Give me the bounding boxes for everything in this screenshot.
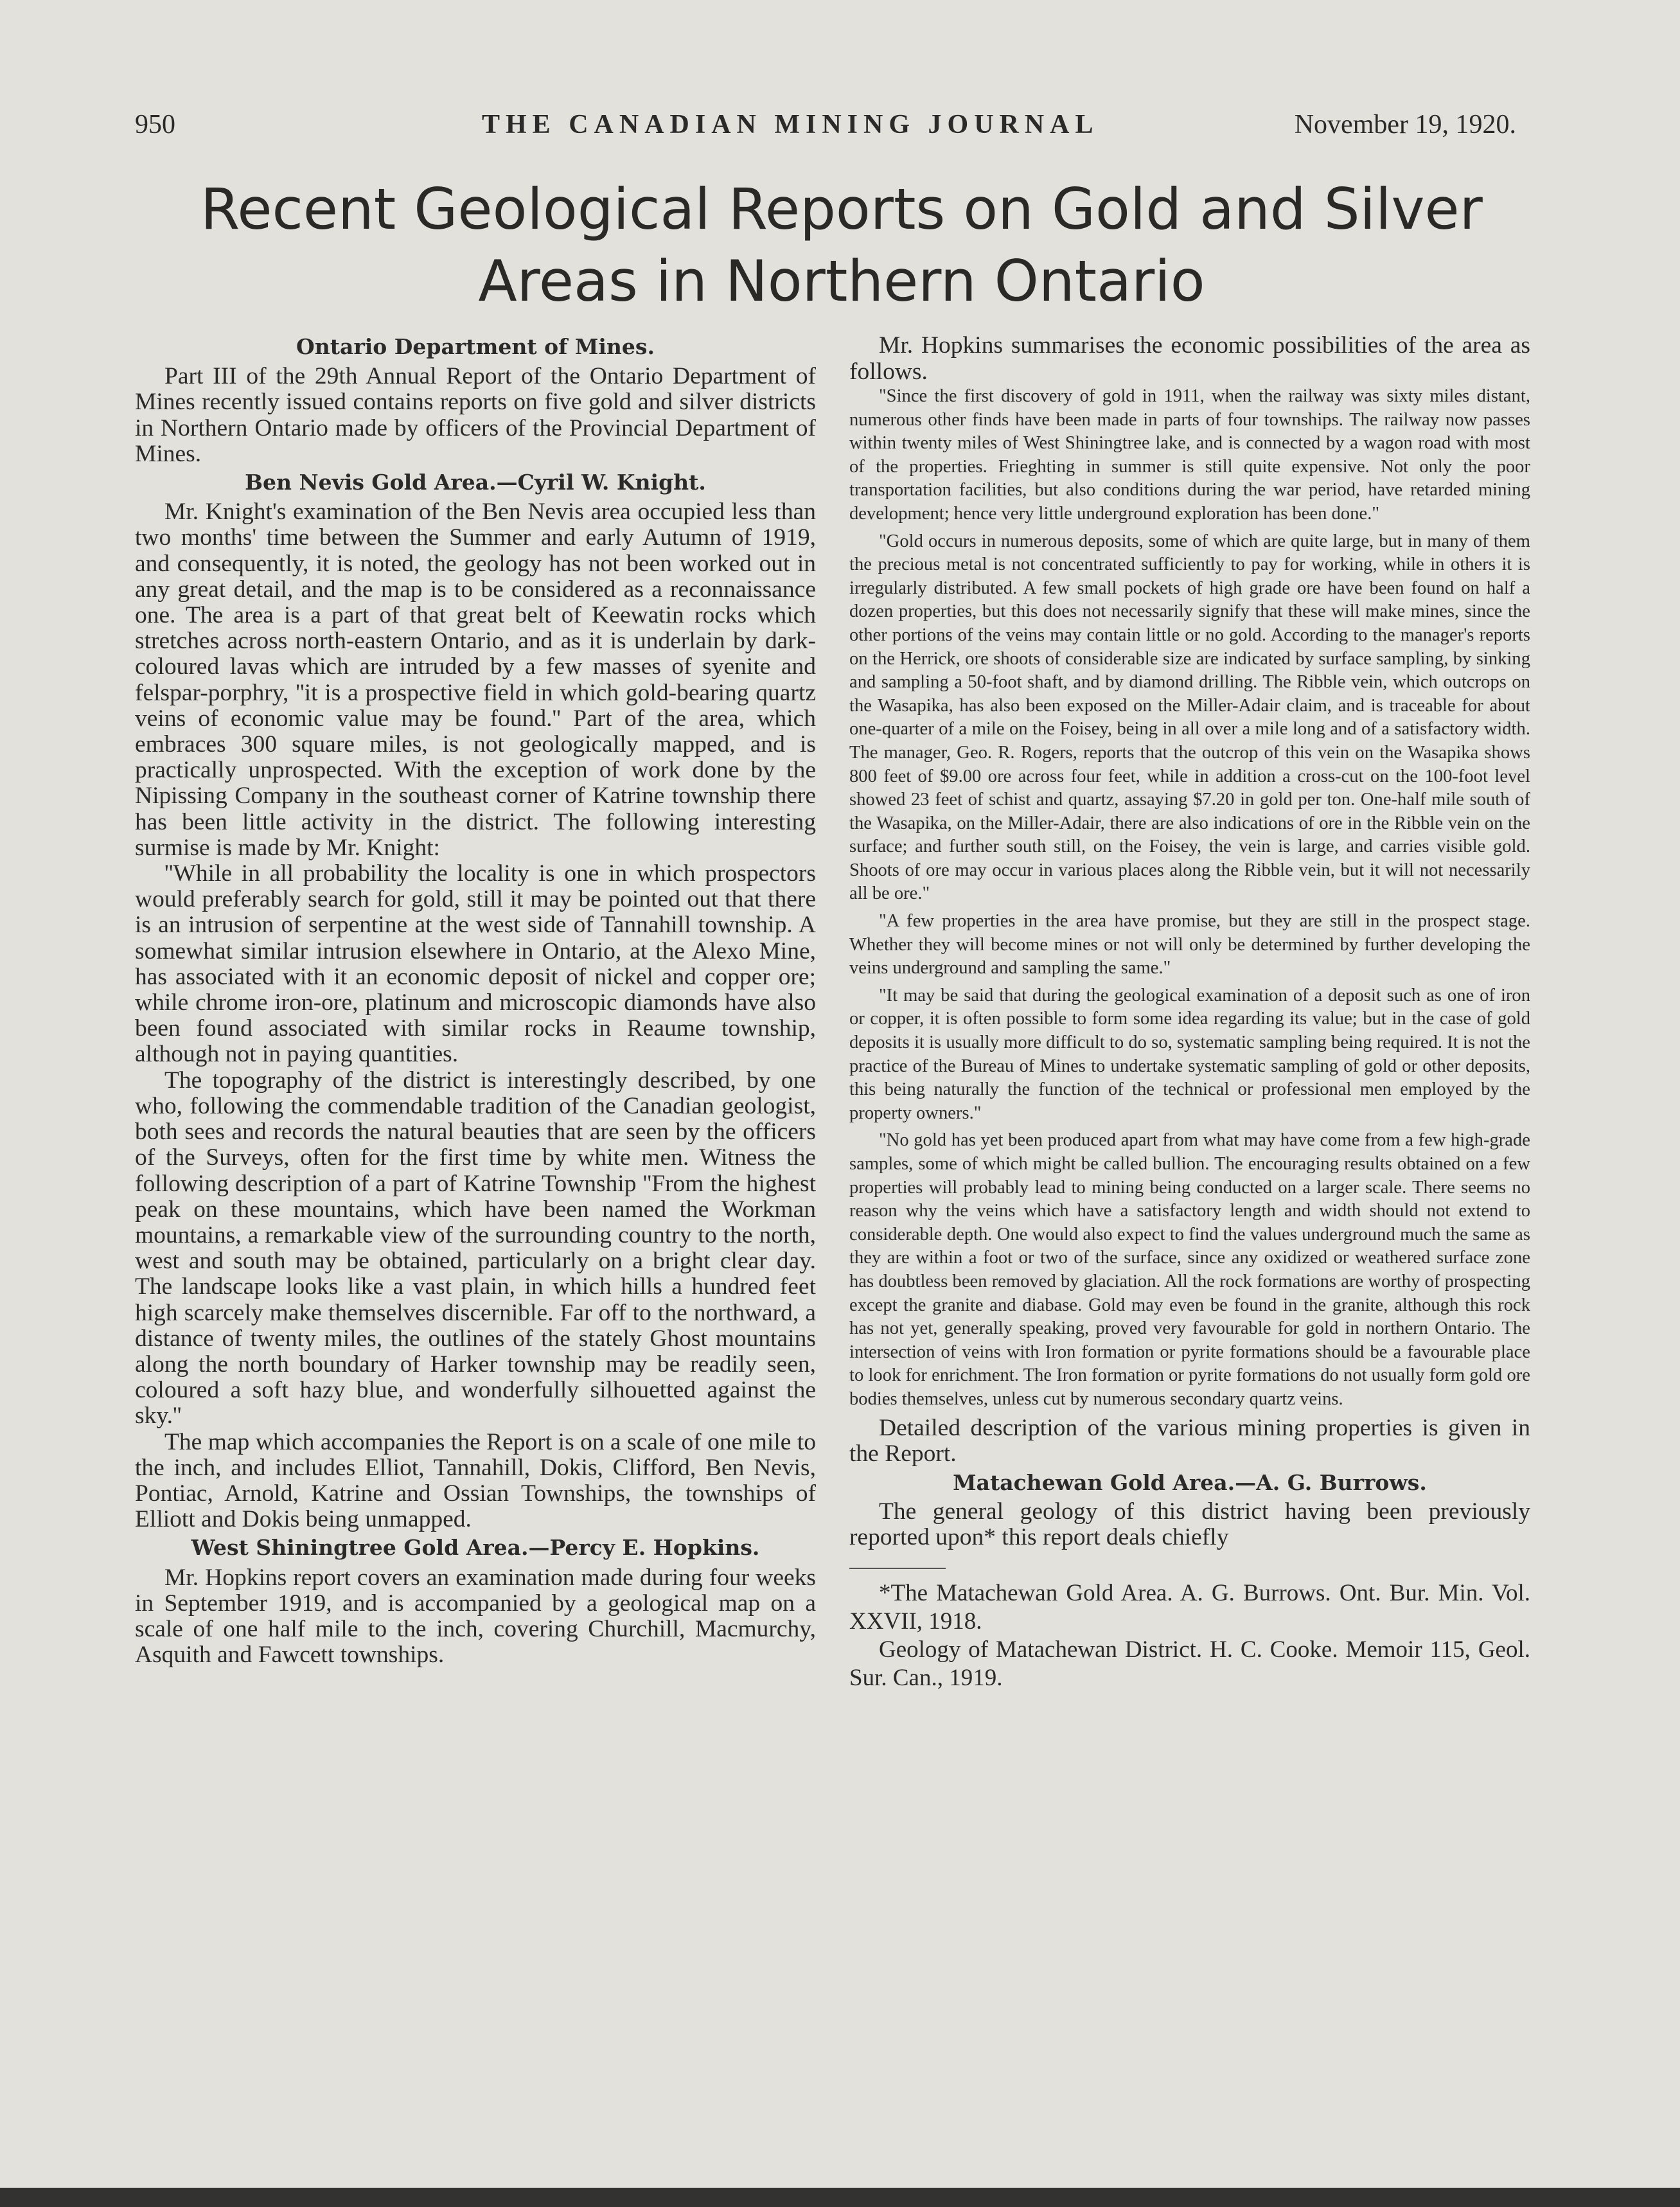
section-heading-department: Ontario Department of Mines. (296, 334, 655, 359)
left-column (135, 334, 816, 1668)
paragraph-matachewan: The general geology of this district having been previously reported upon* this report deals chiefly (849, 1498, 1530, 1551)
paragraph-intro: Part III of the 29th Annual Report of the Ontario Department of Mines recently issued contains reports on five gold and silver districts in Northern Ontario made by officers of the Provincial Department of Mines. (135, 363, 816, 467)
title-line-2: Areas in Northern Ontario (478, 248, 1205, 314)
right-column (849, 333, 1530, 1692)
section-heading-shiningtree: West Shiningtree Gold Area.—Percy E. Hopkins. (191, 1535, 760, 1561)
running-header (135, 109, 1516, 148)
page-number: 950 (135, 110, 175, 139)
quote-paragraph-3: "A few properties in the area have promise, but they are still in the prospect stage. Whether they will become mines or not will only be determined by further developing the veins underground and sampling the same." (849, 911, 1530, 979)
paragraph-summary: Mr. Hopkins summarises the economic possibilities of the area as follows. (849, 332, 1530, 385)
quote-paragraph-2: "Gold occurs in numerous deposits, some of which are quite large, but in many of them the precious metal is not concentrated sufficiently to pay for working, while in others it is irregularly distributed. A few small pockets of high grade ore have been found on half a dozen properties, but this does not necessarily signify that these will make mines, since the other portions of the veins may contain little or no gold. According to the manager's reports on the Herrick, ore shoots of considerable size are indicated by surface sampling, by sinking and sampling a 50-foot shaft, and by diamond drilling. The Ribble vein, which outcrops on the Wasapika, has also been exposed on the Miller-Adair claim, and is traceable for about one-quarter of a mile on the Foisey, being in all over a mile long and of a satisfactory width. The manager, Geo. R. Rogers, reports that the outcrop of this vein on the Wasapika shows 800 feet of $9.00 ore across four feet, while in addition a cross-cut on the 100-foot level showed 23 feet of schist and quartz, assaying $7.20 in gold per ton. One-half mile south of the Wasapika, on the Miller-Adair, there are also indications of ore in the Ribble vein on the surface; and further south still, on the Foisey, the vein is large, and carries visible gold. Shoots of ore may occur in various places along the Ribble vein, but it will not necessarily all be ore." (849, 531, 1530, 904)
footnote-2: Geology of Matachewan District. H. C. Cooke. Memoir 115, Geol. Sur. Can., 1919. (849, 1636, 1530, 1691)
quote-paragraph-1: "Since the first discovery of gold in 1911, when the railway was sixty miles distant, numerous other finds have been made in parts of four townships. The railway now passes within twenty miles of West Shiningtree lake, and is connected by a wagon road with most of the properties. Frieghting in summer is still quite expensive. Not only the poor transportation facilities, but also conditions during the war period, have retarded mining development; hence very little underground exploration has been done." (849, 386, 1530, 524)
paragraph-hopkins: Mr. Hopkins report covers an examination made during four weeks in September 1919, and is accompanied by a geological map on a scale of one half mile to the inch, covering Churchill, Macmurchy, Asquith and Fawcett townships. (135, 1564, 816, 1669)
quote-paragraph-4: "It may be said that during the geological examination of a deposit such as one of iron or copper, it is often possible to form some idea regarding its value; but in the case of gold deposits it is usually more difficult to do so, systematic sampling being required. It is not the practice of the Bureau of Mines to undertake systematic sampling of gold or other deposits, this being naturally the function of the technical or professional men employed by the property owners." (849, 985, 1530, 1123)
paragraph-topography: The topography of the district is interestingly described, by one who, following the commendable tradition of the Canadian geologist, both sees and records the natural beauties that are seen by the officers of the Surveys, often for the first time by white men. Witness the following description of a part of Katrine Township ''From the highest peak on these mountains, which have been named the Workman mountains, a remarkable view of the surrounding country to the north, west and south may be obtained, particularly on a bright clear day. The landscape looks like a vast plain, in which hills a hundred feet high scarcely make themselves discernible. Far off to the northward, a distance of twenty miles, the outlines of the stately Ghost mountains along the north boundary of Harker township may be readily seen, coloured a soft hazy blue, and wonderfully silhouetted against the sky.'' (135, 1067, 816, 1430)
paragraph-detailed: Detailed description of the various mining properties is given in the Report. (849, 1414, 1530, 1467)
paragraph-quote: ''While in all probability the locality is one in which prospectors would preferably search for gold, still it may be pointed out that there is an intrusion of serpentine at the west side of Tannahill township. A somewhat similar intrusion elsewhere in Ontario, at the Alexo Mine, has associated with it an economic deposit of nickel and copper ore; while chrome iron-ore, platinum and microscopic diamonds have also been found associated with similar rocks in Reaume township, although not in paying quantities. (135, 860, 816, 1068)
scan-edge (0, 2188, 1680, 2207)
title-line-1: Recent Geological Reports on Gold and Silver (200, 176, 1483, 242)
section-heading-matachewan: Matachewan Gold Area.—A. G. Burrows. (953, 1469, 1427, 1495)
journal-name: THE CANADIAN MINING JOURNAL (482, 110, 1099, 139)
section-heading-ben-nevis: Ben Nevis Gold Area.—Cyril W. Knight. (245, 470, 706, 495)
footnote-divider (849, 1568, 946, 1569)
quote-paragraph-5: "No gold has yet been produced apart from what may have come from a few high-grade samples, some of which might be called bullion. The encouraging results obtained on a few properties will probably lead to mining being conducted on a larger scale. There seems no reason why the veins which have a satisfactory length and width should not extend to considerable depth. One would also expect to find the values underground much the same as they are within a foot or two of the surface, since any oxidized or weathered surface zone has doubtless been removed by glaciation. All the rock formations are worthy of prospecting except the granite and diabase. Gold may even be found in the granite, although this rock has not yet, generally speaking, proved very favourable for gold in northern Ontario. The intersection of veins with Iron formation or pyrite formations should be a favourable place to look for enrichment. The Iron formation or pyrite formations do not usually form gold ore bodies themselves, unless cut by numerous secondary quartz veins. (849, 1130, 1530, 1409)
footnote-1: *The Matachewan Gold Area. A. G. Burrows. Ont. Bur. Min. Vol. XXVII, 1918. (849, 1579, 1530, 1635)
article-title (103, 173, 1580, 317)
paragraph-map: The map which accompanies the Report is on a scale of one mile to the inch, and includes Elliot, Tannahill, Dokis, Clifford, Ben Nevis, Pontiac, Arnold, Katrine and Ossian Townships, the townships of Elliott and Dokis being unmapped. (135, 1428, 816, 1533)
paragraph-knight: Mr. Knight's examination of the Ben Nevis area occupied less than two months' time between the Summer and early Autumn of 1919, and consequently, it is noted, the geology has not been worked out in any great detail, and the map is to be considered as a reconnaissance one. The area is a part of that great belt of Keewatin rocks which stretches across north-eastern Ontario, and as it is underlain by dark-coloured lavas which are intruded by a few masses of syenite and felspar-porphry, ''it is a prospective field in which gold-bearing quartz veins of economic value may be found.'' Part of the area, which embraces 300 square miles, is not geologically mapped, and is practically unprospected. With the exception of work done by the Nipissing Company in the southeast corner of Katrine township there has been little activity in the district. The following interesting surmise is made by Mr. Knight: (135, 499, 816, 861)
issue-date: November 19, 1920. (1294, 110, 1516, 139)
